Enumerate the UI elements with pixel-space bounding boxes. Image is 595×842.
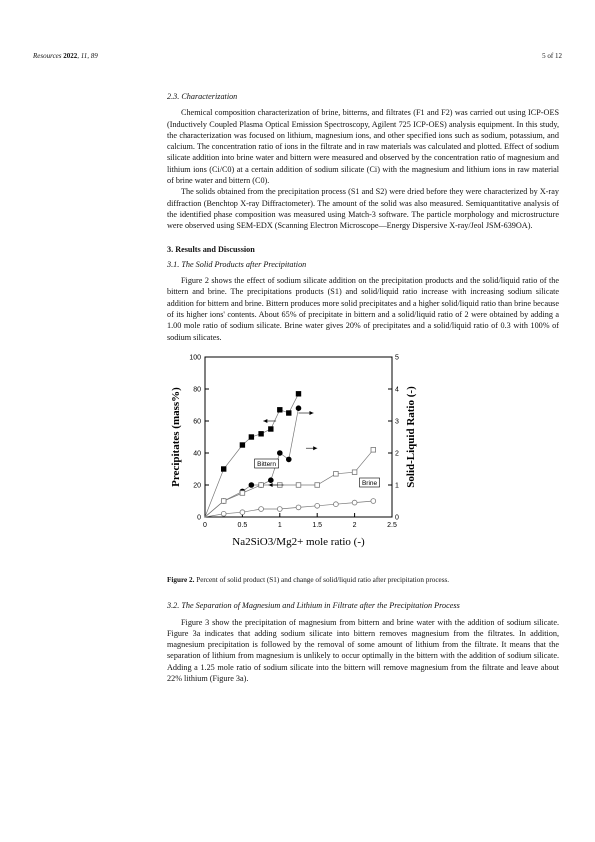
y-right-tick-label: 4 <box>395 386 399 394</box>
page-number: 5 of 12 <box>542 52 562 60</box>
page-body <box>167 91 559 684</box>
series-3-point <box>221 511 226 516</box>
x-tick-label: 0 <box>203 521 207 529</box>
section-2-3-title: 2.3. Characterization <box>167 92 238 101</box>
y-right-tick-label: 5 <box>395 354 399 362</box>
series-0-point <box>240 443 245 448</box>
x-tick-label: 1.5 <box>312 521 323 529</box>
series-0-point <box>221 467 226 472</box>
y-left-tick-label: 60 <box>193 418 201 426</box>
plot-frame <box>205 357 392 517</box>
series-3-point <box>371 499 376 504</box>
y-right-tick-label: 3 <box>395 418 399 426</box>
y-right-tick-label: 0 <box>395 514 399 522</box>
running-header-journal: Resources 2022, 11, 89 <box>33 52 98 60</box>
series-2-point <box>240 491 245 496</box>
series-3-point <box>334 502 339 507</box>
y-left-tick-label: 100 <box>189 354 201 362</box>
annotation-label: Brine <box>361 479 378 487</box>
x-tick-label: 2.5 <box>387 521 397 529</box>
y-left-tick-label: 20 <box>193 482 201 490</box>
y-right-tick-label: 2 <box>395 450 399 458</box>
section-3-2-title: 3.2. The Separation of Magnesium and Lithium in Filtrate after the Precipitation Process <box>167 601 460 611</box>
series-2-point <box>296 483 301 488</box>
series-1-point <box>249 483 254 488</box>
section-3-title: 3. Results and Discussion <box>167 244 255 254</box>
series-0-point <box>269 427 274 432</box>
series-3-point <box>352 500 357 505</box>
arrow-bittern-right-head <box>309 411 313 415</box>
y-right-tick-label: 1 <box>395 482 399 490</box>
y-right-axis-label: Solid-Liquid Ratio (-) <box>405 386 417 488</box>
series-3-point <box>240 510 245 515</box>
series-1-point <box>296 406 301 411</box>
series-0-point <box>249 435 254 440</box>
series-3-point <box>277 507 282 512</box>
arrow-brine-right-head <box>313 446 317 450</box>
series-0-point <box>296 391 301 396</box>
x-tick-label: 0.5 <box>237 521 248 529</box>
series-1-point <box>277 451 282 456</box>
series-2-point <box>259 483 264 488</box>
y-left-axis-label: Precipitates (mass%) <box>170 387 182 487</box>
x-tick-label: 1 <box>277 521 282 529</box>
series-3-line <box>205 501 373 517</box>
series-2-point <box>221 499 226 504</box>
y-left-tick-label: 0 <box>197 514 201 522</box>
x-axis-label: Na2SiO3/Mg2+ mole ratio (-) <box>232 535 365 548</box>
arrow-bittern-left-head <box>263 419 267 423</box>
section-3-2-paragraph-1: Figure 3 show the precipitation of magnesium from bittern and brine water with the addition of sodium silicate. Figure 3a indicates that adding sodium silicate into bittern removes magnesium from the filtrates. In addition, magnesium precipitation is followed by the removal of some amount of lithium from the filtrate. It means that the separation of lithium from magnesium is unlikely to occur optimally in the bittern with the addition of sodium silicate. Adding a 1.25 mole ratio of sodium silicate into the bittern will remove magnesium from the filtrate and leave about 22% lithium (Figure 3a). <box>167 617 559 684</box>
series-2-point <box>352 470 357 475</box>
annotation-label: Bittern <box>257 460 276 468</box>
series-3-point <box>315 503 320 508</box>
series-3-point <box>259 507 264 512</box>
series-3-point <box>296 505 301 510</box>
section-3-1-paragraph-1: Figure 2 shows the effect of sodium silicate addition on the precipitation products and the solid/liquid ratio of the bittern and brine. The precipitations products (S1) and solid/liquid ratio increase with increasing sodium silicate addition for bittern and brine. Bittern produces more solid precipitates and a higher solid/liquid ratio than brine because of its higher ions' contents. About 65% of precipitate in bittern and a solid/liquid ratio of 2 were obtained by adding a 1.00 mole ratio of sodium silicate. Brine water gives 20% of precipitates and a solid/liquid ratio of 0.3 with 100% of sodium silicates. <box>167 276 559 342</box>
series-2-point <box>334 471 339 476</box>
figure-2-chart <box>167 349 559 569</box>
series-0-point <box>278 407 283 412</box>
y-left-tick-label: 80 <box>193 386 201 394</box>
section-3-1-title: 3.1. The Solid Products after Precipitation <box>167 259 307 269</box>
x-tick-label: 2 <box>352 521 357 529</box>
series-1-point <box>286 457 291 462</box>
series-2-point <box>371 447 376 452</box>
series-0-line <box>205 394 299 517</box>
series-1-point <box>268 478 273 483</box>
section-2-3-paragraph-1: Chemical composition characterization of brine, bitterns, and filtrates (F1 and F2) was carried out using ICP-OES (Inductively Coupled Plasma Optical Emission Spectroscopy, Agilent 725 ICP-OES) analysis equipment. In this study, the characterization was focused on lithium, magnesium ions, and other specified ions such as sodium, potassium, and calcium. The concentration ratio of ions in the filtrate and in raw materials was calculated and plotted. Effect of sodium silicate addition into brine water and bittern were measured and observed by the concentration ratio of magnesium and lithium ions (Ci/C0) at a certain addition of sodium silicate (Ci) with the magnesium and lithium ions in raw material of brine water and bittern (C0). <box>167 108 559 186</box>
series-0-point <box>259 431 264 436</box>
series-2-point <box>315 483 320 488</box>
series-1-line <box>205 408 299 517</box>
y-left-tick-label: 40 <box>193 450 201 458</box>
figure-2-caption: Figure 2. Percent of solid product (S1) and change of solid/liquid ratio after precipitation process. <box>167 575 450 584</box>
section-2-3-paragraph-2: The solids obtained from the precipitation process (S1 and S2) were dried before they were characterized by X-ray diffraction (Benchtop X-ray Diffractometer). The amount of the solid was also measured. Semiquantitative analysis of the identified phase composition was measured using Match-3 software. The particle morphology and microstructure were observed using SEM-EDX (Scanning Electron Microscope—Energy Dispersive X-ray/Jeol JSM-639OA). <box>167 187 559 231</box>
series-0-point <box>286 411 291 416</box>
figure-2 <box>167 349 559 569</box>
arrow-brine-left-head <box>269 483 273 487</box>
